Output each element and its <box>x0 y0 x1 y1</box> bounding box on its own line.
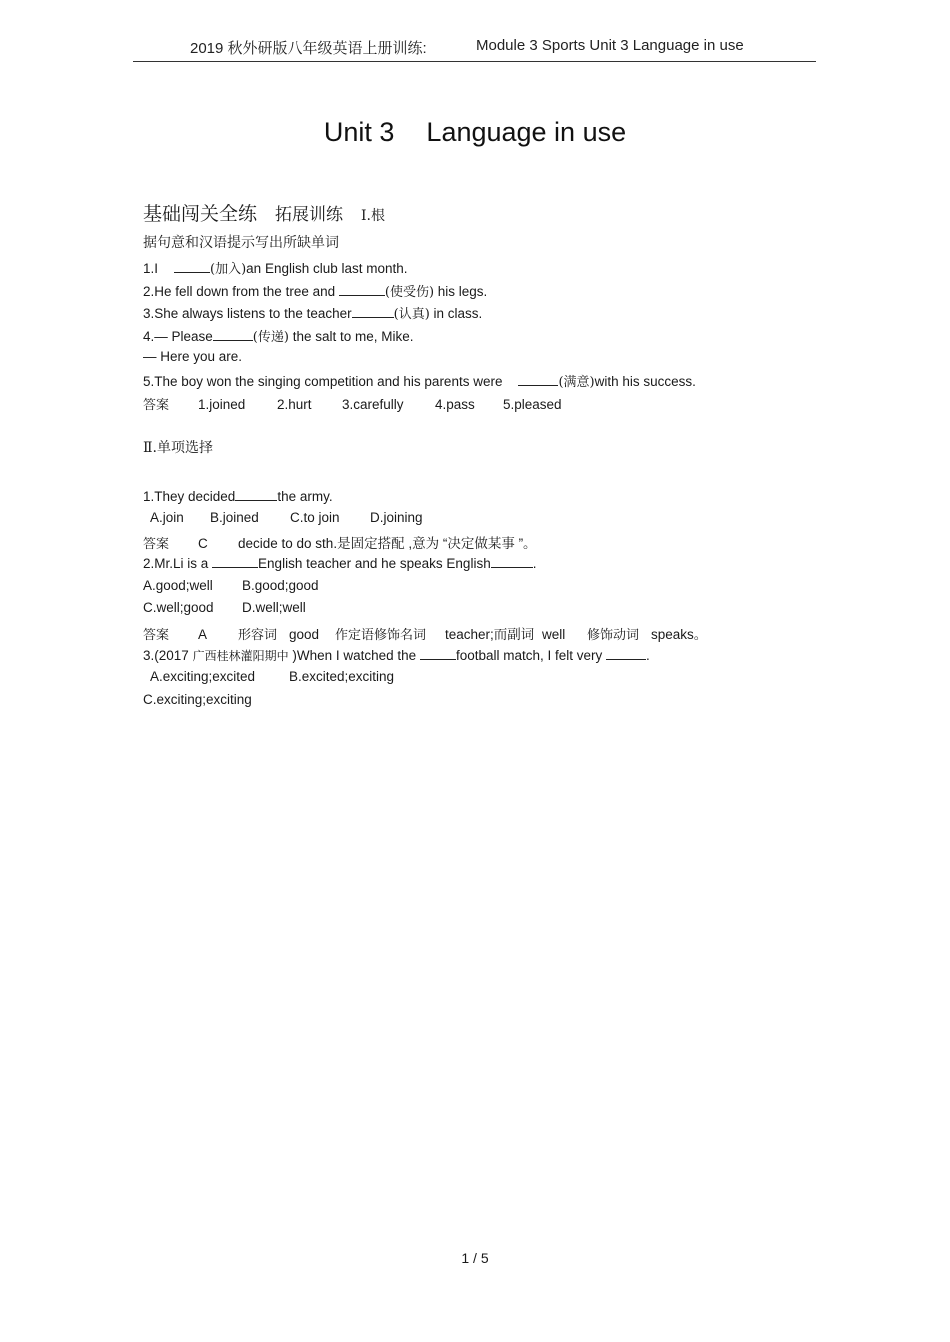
fill-item-4: 4.— Please (传递) the salt to me, Mike. <box>143 329 414 345</box>
mc-options-3b: C.exciting;exciting <box>143 692 252 707</box>
page-header-right: Module 3 Sports Unit 3 Language in use <box>476 37 744 54</box>
section1-heading-sub: 拓展训练 <box>275 205 344 225</box>
page-number: 1 / 5 <box>461 1250 489 1266</box>
page-title <box>0 117 950 148</box>
section1-instruction: 据句意和汉语提示写出所缺单词 <box>143 235 339 251</box>
answer-blank <box>352 305 394 318</box>
answer-blank <box>518 373 558 386</box>
fill-item-5: 5.The boy won the singing competition and his parents were (满意)with his success. <box>143 374 696 390</box>
page-header-left: 2019 秋外研版八年级英语上册训练: <box>190 40 427 57</box>
mc-question-1: 1.They decided the army. <box>143 489 333 504</box>
mc-options-2a: A.good;well B.good;good <box>143 578 319 593</box>
mc-answer-2: 答案 A 形容词 good 作定语修饰名词 teacher;而副词 well 修饰动词 speaks。 <box>143 627 708 643</box>
fill-item-1: 1.I (加入)an English club last month. <box>143 261 408 277</box>
section2-heading: Ⅱ.单项选择 <box>143 440 213 456</box>
mc-options-2b: C.well;good D.well;well <box>143 600 306 615</box>
header-rule <box>133 61 816 62</box>
fill-item-4-reply: — Here you are. <box>143 349 243 364</box>
answer-blank <box>420 647 456 660</box>
title-name: Language in use <box>426 117 627 147</box>
mc-options-1: A.join B.joined C.to join D.joining <box>150 510 423 525</box>
fill-item-3: 3.She always listens to the teacher (认真) in class. <box>143 306 483 322</box>
fill-item-2: 2.He fell down from the tree and (使受伤) his legs. <box>143 284 488 300</box>
answer-blank <box>174 260 210 273</box>
answer-blank <box>213 328 253 341</box>
section1-answers: 答案 1.joined 2.hurt 3.carefully 4.pass 5.pleased <box>143 394 562 413</box>
answer-blank <box>212 555 258 568</box>
title-unit: Unit 3 <box>323 117 395 147</box>
answer-blank <box>491 555 533 568</box>
section1-heading-tail: Ⅰ.根 <box>361 208 385 224</box>
mc-question-3: 3.(2017 广西桂林灌阳期中 )When I watched the football match, I felt very . <box>143 648 650 663</box>
mc-question-2: 2.Mr.Li is a English teacher and he speaks English . <box>143 556 537 571</box>
answer-blank <box>235 488 277 501</box>
section1-heading-main: 基础闯关全练 <box>143 203 258 225</box>
mc-answer-1: 答案 C decide to do sth.是固定搭配 ,意为 “决定做某事 ”。 <box>143 536 537 552</box>
answer-blank <box>606 647 646 660</box>
section1-heading <box>143 199 385 226</box>
answer-label: 答案 <box>143 398 170 413</box>
answer-blank <box>339 283 385 296</box>
mc-options-3a: A.exciting;excited B.excited;exciting <box>150 669 395 684</box>
